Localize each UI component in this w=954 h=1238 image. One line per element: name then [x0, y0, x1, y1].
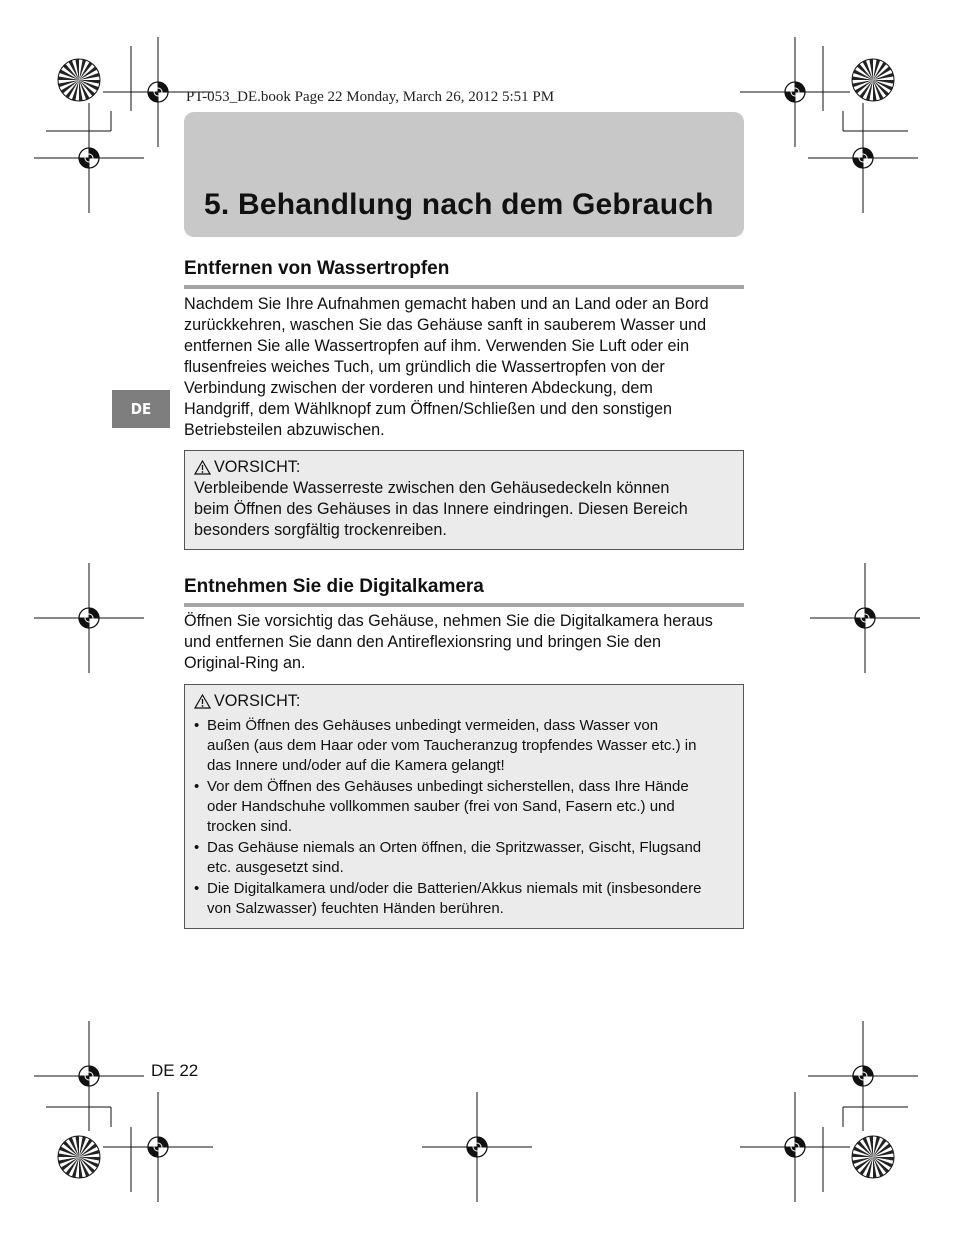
text-line: entfernen Sie alle Wassertropfen auf ihm. Verwenden Sie Luft oder ein: [184, 337, 690, 355]
language-tab: DE: [112, 390, 170, 428]
text-line: Original-Ring an.: [184, 654, 306, 672]
text-line: und entfernen Sie dann den Antireflexionsring und bringen Sie den: [184, 633, 661, 651]
text-line: beim Öffnen des Gehäuses in das Innere eindringen. Diesen Bereich: [194, 500, 688, 518]
print-header: PT-053_DE.book Page 22 Monday, March 26, 2012 5:51 PM: [186, 89, 555, 105]
section-heading-remove-camera: Entnehmen Sie die Digitalkamera: [184, 576, 744, 607]
section-paragraph: [184, 294, 750, 441]
starburst-target-icon: [852, 1136, 894, 1178]
warning-triangle-icon: [194, 694, 211, 709]
text-line: Betriebsteilen abzuwischen.: [184, 421, 385, 439]
caution-box: [184, 450, 744, 550]
registration-mark-icon: [34, 563, 144, 673]
warning-triangle-icon: [194, 460, 211, 475]
text-line: Die Digitalkamera und/oder die Batterien/Akkus niemals mit (insbesondere: [207, 880, 702, 897]
caution-label: VORSICHT:: [214, 458, 301, 476]
text-line: das Innere und/oder auf die Kamera gelangt!: [207, 757, 505, 774]
bullet: •: [194, 839, 200, 856]
bullet: •: [194, 717, 200, 734]
caution-header: [194, 691, 734, 712]
text-line: Vor dem Öffnen des Gehäuses unbedingt sicherstellen, dass Ihre Hände: [207, 778, 689, 795]
text-line: außen (aus dem Haar oder vom Taucheranzug tropfendes Wasser etc.) in: [207, 737, 697, 754]
registration-mark-icon: [810, 563, 920, 673]
caution-box: [184, 684, 744, 929]
starburst-target-icon: [58, 1136, 100, 1178]
text-line: zurückkehren, waschen Sie das Gehäuse sanft in sauberem Wasser und: [184, 316, 707, 334]
registration-mark-icon: [103, 1092, 213, 1202]
text-line: Öffnen Sie vorsichtig das Gehäuse, nehmen Sie die Digitalkamera heraus: [184, 612, 713, 630]
bullet: •: [194, 880, 200, 897]
text-line: Beim Öffnen des Gehäuses unbedingt vermeiden, dass Wasser von: [207, 717, 659, 734]
registration-mark-icon: [740, 1092, 850, 1202]
section-paragraph: [184, 611, 750, 674]
caution-label: VORSICHT:: [214, 692, 301, 710]
bullet: •: [194, 778, 200, 795]
text-line: Verbleibende Wasserreste zwischen den Gehäusedeckeln können: [194, 479, 670, 497]
text-line: trocken sind.: [207, 818, 293, 835]
caution-header: [194, 457, 734, 478]
registration-mark-icon: [34, 103, 144, 213]
registration-mark-icon: [740, 37, 850, 147]
caution-item: [194, 879, 734, 919]
text-line: von Salzwasser) feuchten Händen berühren.: [207, 900, 504, 917]
text-line: flusenfreies weiches Tuch, um gründlich die Wassertropfen von der: [184, 358, 665, 376]
caution-item: [194, 716, 734, 776]
text-line: Das Gehäuse niemals an Orten öffnen, die Spritzwasser, Gischt, Flugsand: [207, 839, 702, 856]
caution-item: [194, 838, 734, 878]
starburst-target-icon: [58, 59, 100, 101]
text-line: Nachdem Sie Ihre Aufnahmen gemacht haben und an Land oder an Bord: [184, 295, 709, 313]
page-number: DE 22: [151, 1061, 199, 1080]
registration-mark-icon: [808, 103, 918, 213]
text-line: besonders sorgfältig trockenreiben.: [194, 521, 447, 539]
caution-list: [194, 716, 734, 919]
text-line: oder Handschuhe vollkommen sauber (frei von Sand, Fasern etc.) und: [207, 798, 675, 815]
starburst-target-icon: [852, 59, 894, 101]
chapter-title: 5. Behandlung nach dem Gebrauch: [204, 188, 714, 221]
registration-mark-icon: [808, 1021, 918, 1131]
text-line: etc. ausgesetzt sind.: [207, 859, 344, 876]
registration-mark-icon: [422, 1092, 532, 1202]
section-heading-water-drops: Entfernen von Wassertropfen: [184, 258, 744, 289]
caution-item: [194, 777, 734, 837]
registration-mark-icon: [34, 1021, 144, 1131]
text-line: Handgriff, dem Wählknopf zum Öffnen/Schließen und den sonstigen: [184, 400, 673, 418]
text-line: Verbindung zwischen der vorderen und hinteren Abdeckung, dem: [184, 379, 653, 397]
